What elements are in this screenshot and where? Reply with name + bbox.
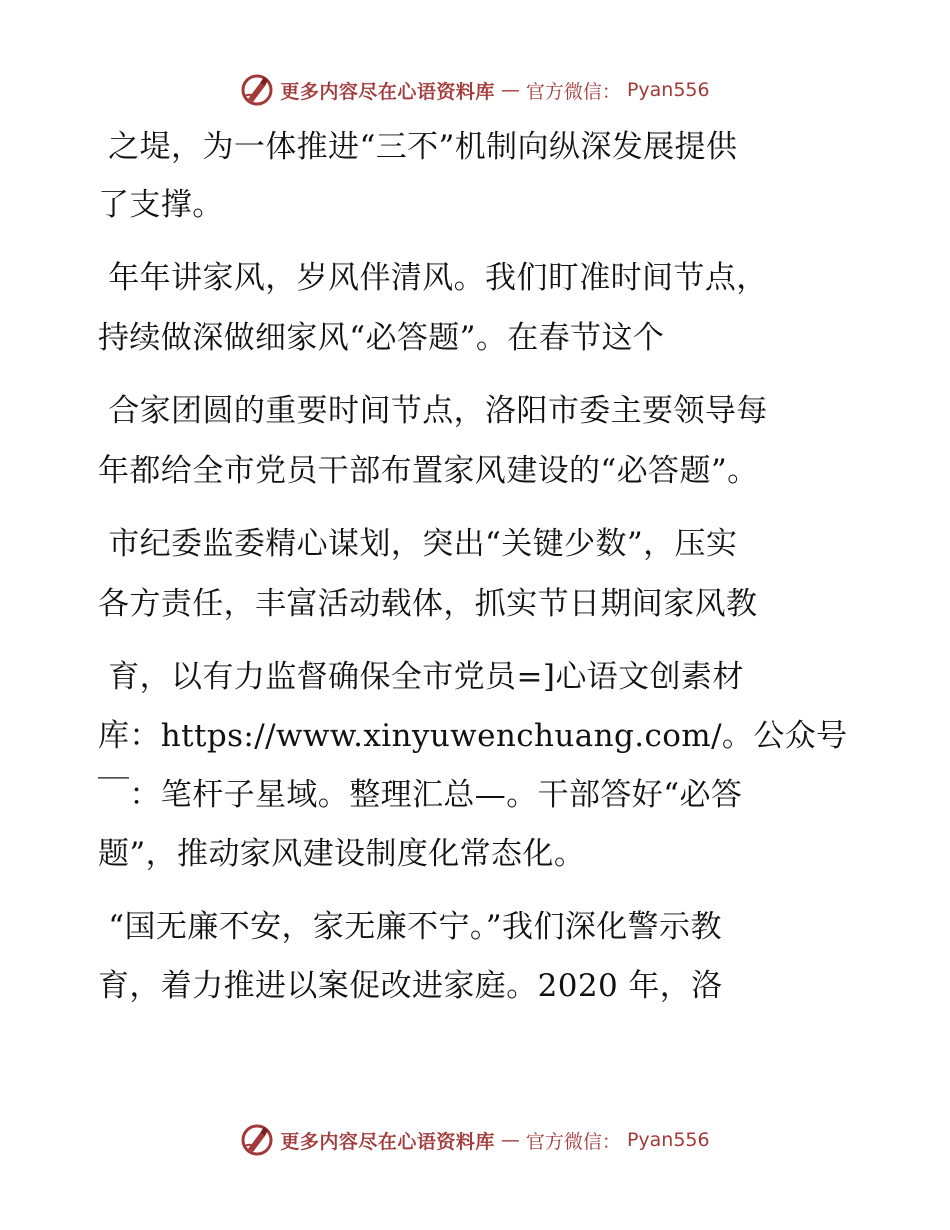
body-line-4: 持续做深做细家风“必答题”。在春节这个 bbox=[98, 320, 665, 356]
footer-wechat-id: Pyan556 bbox=[626, 1129, 710, 1151]
body-line-6: 年都给全市党员干部布置家风建设的“必答题”。 bbox=[98, 453, 759, 489]
header-wechat-id: Pyan556 bbox=[626, 79, 710, 101]
footer-banner-separator: — bbox=[500, 1129, 520, 1151]
header-banner-content bbox=[240, 73, 709, 107]
body-line-8: 各方责任，丰富活动载体，抓实节日期间家风教 bbox=[98, 586, 758, 622]
footer-banner-text: 更多内容尽在心语资料库 bbox=[280, 1130, 495, 1153]
body-line-10: 库：https://www.xinyuwenchuang.com/。公众号 bbox=[98, 718, 848, 754]
body-line-14: 育，着力推进以案促改进家庭。2020 年，洛 bbox=[98, 968, 723, 1004]
footer-wechat-label: 官方微信： bbox=[525, 1130, 621, 1153]
header-banner bbox=[0, 70, 950, 110]
body-line-9: 育，以有力监督确保全市党员=]心语文创素材 bbox=[98, 659, 744, 695]
footer-banner bbox=[0, 1120, 950, 1160]
body-line-11: ￣：笔杆子星域。整理汇总—。干部答好“必答 bbox=[98, 777, 743, 813]
footer-banner-content bbox=[240, 1123, 709, 1157]
body-line-1: 之堤，为一体推进“三不”机制向纵深发展提供 bbox=[98, 129, 738, 165]
body-line-7: 市纪委监委精心谋划，突出“关键少数”，压实 bbox=[98, 526, 738, 562]
body-line-3: 年年讲家风，岁风伴清风。我们盯准时间节点， bbox=[98, 260, 768, 296]
header-banner-separator: — bbox=[500, 79, 520, 101]
body-line-2: 了支撑。 bbox=[98, 187, 224, 223]
header-banner-text: 更多内容尽在心语资料库 bbox=[280, 80, 495, 103]
body-line-5: 合家团圆的重要时间节点，洛阳市委主要领导每 bbox=[98, 393, 768, 429]
body-line-13: “国无廉不安，家无廉不宁。”我们深化警示教 bbox=[98, 909, 722, 945]
pen-logo-icon bbox=[240, 1123, 274, 1157]
header-wechat-label: 官方微信： bbox=[525, 80, 621, 103]
body-line-12: 题”，推动家风建设制度化常态化。 bbox=[98, 836, 586, 872]
pen-logo-icon bbox=[240, 73, 274, 107]
